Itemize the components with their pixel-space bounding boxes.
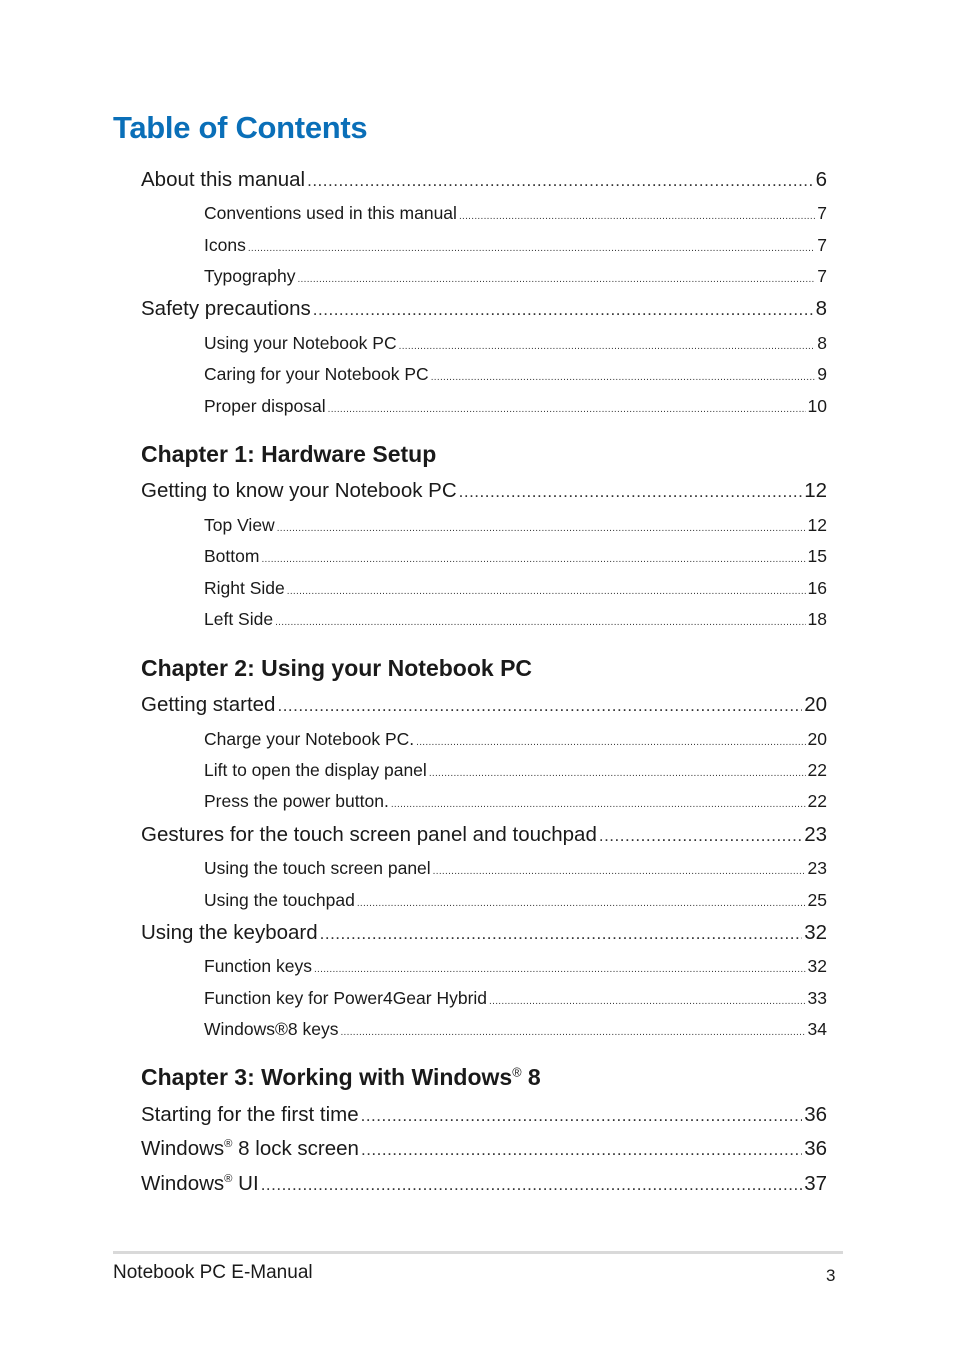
toc-entry-label: Using the keyboard: [141, 921, 318, 944]
toc-subentry[interactable]: [204, 235, 827, 259]
toc-entry-label: Typography: [204, 266, 296, 286]
toc-entry-label: Icons: [204, 235, 246, 255]
toc-page-number: 22: [807, 791, 827, 811]
toc-subentry[interactable]: [204, 609, 827, 633]
footer-page-number: 3: [826, 1266, 836, 1285]
dot-leader: [361, 1140, 802, 1160]
chapter-heading: Chapter 3: Working with Windows® 8: [141, 1064, 541, 1090]
toc-page-number: 36: [804, 1137, 827, 1160]
toc-entry-label: Conventions used in this manual: [204, 203, 457, 223]
toc-entry[interactable]: [141, 1103, 827, 1131]
toc-page-number: 22: [807, 760, 827, 780]
toc-page-number: 36: [804, 1103, 827, 1126]
toc-page-number: 25: [807, 890, 827, 910]
toc-subentry[interactable]: [204, 760, 827, 784]
toc-page-number: 8: [817, 333, 827, 353]
toc-entry-label: Right Side: [204, 578, 285, 598]
toc-subentry[interactable]: [204, 578, 827, 602]
toc-entry-label: Press the power button.: [204, 791, 389, 811]
toc-entry-label: Caring for your Notebook PC: [204, 364, 429, 384]
toc-entry-label: Left Side: [204, 609, 274, 629]
toc-entry[interactable]: [141, 297, 827, 325]
toc-entry-label: Getting started: [141, 693, 276, 716]
toc-entry-label: Lift to open the display panel: [204, 760, 427, 780]
toc-page-number: 32: [804, 921, 827, 944]
toc-page-number: 12: [807, 515, 827, 535]
toc-entry[interactable]: [141, 921, 827, 949]
toc-entry-label: Charge your Notebook PC.: [204, 729, 415, 749]
toc-page-number: 18: [807, 609, 827, 629]
dot-leader: [489, 996, 805, 1007]
dot-leader: [261, 554, 805, 565]
toc-page-number: 9: [817, 364, 827, 384]
toc-page-number: 10: [807, 396, 827, 416]
footer-manual-title: Notebook PC E-Manual: [113, 1262, 313, 1283]
toc-entry-label: Bottom: [204, 546, 260, 566]
dot-leader: [459, 211, 815, 222]
toc-subentry[interactable]: [204, 515, 827, 539]
toc-entry-label: Windows® 8 lock screen: [141, 1137, 359, 1160]
toc-page-number: 23: [804, 823, 827, 846]
dot-leader: [307, 171, 813, 191]
toc-page-number: 7: [817, 203, 827, 223]
toc-page-number: 23: [807, 858, 827, 878]
toc-subentry[interactable]: [204, 333, 827, 357]
toc-entry[interactable]: [141, 1172, 827, 1200]
toc-subentry[interactable]: [204, 890, 827, 914]
toc-entry-label: Proper disposal: [204, 396, 326, 416]
dot-leader: [433, 866, 806, 877]
toc-page-number: 7: [817, 235, 827, 255]
toc-entry-label: Windows® UI: [141, 1172, 259, 1195]
toc-subentry[interactable]: [204, 546, 827, 570]
dot-leader: [328, 404, 806, 415]
dot-leader: [361, 1106, 803, 1126]
dot-leader: [399, 341, 816, 352]
page-title: Table of Contents: [113, 110, 368, 145]
toc-entry[interactable]: [141, 168, 827, 196]
dot-leader: [320, 924, 803, 944]
toc-entry-label: Using the touchpad: [204, 890, 355, 910]
toc-page-number: 12: [804, 479, 827, 502]
toc-entry-label: Starting for the first time: [141, 1103, 359, 1126]
dot-leader: [277, 696, 802, 716]
chapter-heading: Chapter 1: Hardware Setup: [141, 441, 437, 467]
toc-entry[interactable]: [141, 479, 827, 507]
toc-entry-label: About this manual: [141, 168, 306, 191]
toc-page-number: 20: [807, 729, 827, 749]
toc-page-number: 32: [807, 956, 827, 976]
dot-leader: [248, 243, 815, 254]
dot-leader: [277, 523, 806, 534]
toc-subentry[interactable]: [204, 791, 827, 815]
toc-subentry[interactable]: [204, 858, 827, 882]
dot-leader: [275, 617, 805, 628]
dot-leader: [287, 586, 806, 597]
toc-page-number: 20: [804, 693, 827, 716]
toc-page-number: 34: [807, 1019, 827, 1039]
toc-page-number: 6: [815, 168, 827, 191]
toc-entry[interactable]: [141, 693, 827, 721]
toc-subentry[interactable]: [204, 1019, 827, 1043]
toc-entry-label: Using your Notebook PC: [204, 333, 397, 353]
toc-entry-label: Using the touch screen panel: [204, 858, 431, 878]
toc-page-number: 7: [817, 266, 827, 286]
toc-subentry[interactable]: [204, 396, 827, 420]
toc-entry-label: Getting to know your Notebook PC: [141, 479, 457, 502]
dot-leader: [416, 737, 805, 748]
dot-leader: [459, 482, 803, 502]
dot-leader: [599, 826, 802, 846]
footer-divider: [113, 1251, 843, 1254]
chapter-heading: Chapter 2: Using your Notebook PC: [141, 655, 533, 681]
toc-page-number: 16: [807, 578, 827, 598]
dot-leader: [357, 898, 806, 909]
toc-subentry[interactable]: [204, 988, 827, 1012]
toc-subentry[interactable]: [204, 364, 827, 388]
toc-entry-label: Function keys: [204, 956, 312, 976]
toc-page-number: 33: [807, 988, 827, 1008]
dot-leader: [391, 799, 806, 810]
dot-leader: [429, 768, 806, 779]
toc-entry-label: Top View: [204, 515, 275, 535]
toc-page-number: 8: [815, 297, 827, 320]
toc-subentry[interactable]: [204, 266, 827, 290]
toc-page-number: 15: [807, 546, 827, 566]
toc-entry-label: Gestures for the touch screen panel and touchpad: [141, 823, 597, 846]
toc-subentry[interactable]: [204, 203, 827, 227]
dot-leader: [431, 372, 816, 383]
dot-leader: [297, 274, 815, 285]
dot-leader: [313, 300, 814, 320]
toc-subentry[interactable]: [204, 956, 827, 980]
toc-entry-label: Windows®8 keys: [204, 1019, 339, 1039]
toc-entry[interactable]: [141, 1137, 827, 1165]
dot-leader: [261, 1175, 803, 1195]
toc-entry-label: Safety precautions: [141, 297, 311, 320]
toc-subentry[interactable]: [204, 729, 827, 753]
dot-leader: [340, 1027, 805, 1038]
toc-entry[interactable]: [141, 823, 827, 851]
toc-page-number: 37: [804, 1172, 827, 1195]
toc-entry-label: Function key for Power4Gear Hybrid: [204, 988, 488, 1008]
dot-leader: [314, 964, 806, 975]
